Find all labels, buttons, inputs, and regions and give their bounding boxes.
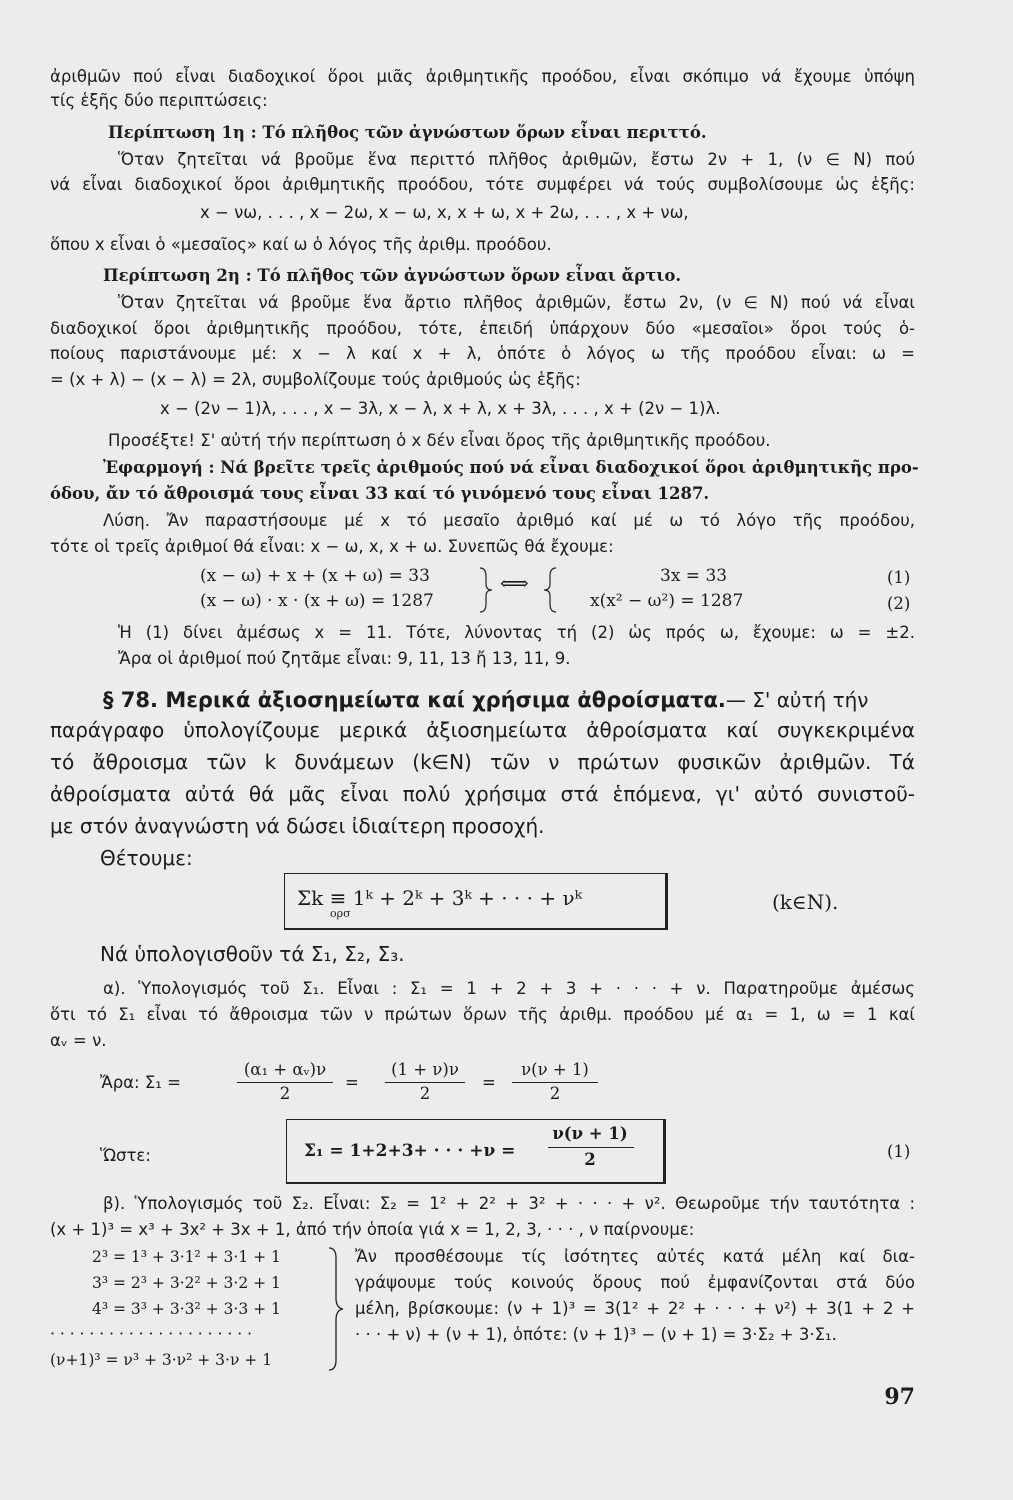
identity-row: (ν+1)³ = ν³ + 3·ν² + 3·ν + 1	[50, 1351, 273, 1369]
section-heading-row	[103, 686, 868, 714]
section-title: § 78. Μερικά ἀξιοσημείωτα καί χρήσιμα ἀθροίσματα.	[103, 688, 726, 712]
identity-row: 3³ = 2³ + 3·2² + 3·2 + 1	[92, 1274, 281, 1292]
fraction-3-denominator: 2	[549, 1084, 561, 1103]
odd-sequence: x − νω, . . . , x − 2ω, x − ω, x, x + ω, x + 2ω, . . . , x + νω,	[200, 203, 689, 222]
note: Προσέξτε! Σ' αὐτή τήν περίπτωση ὁ x δέν εἶναι ὅρος τῆς ἀριθμητικῆς προόδου.	[108, 431, 771, 450]
hoste-label: Ὥστε:	[100, 1146, 151, 1165]
case-2-line-1: Ὅταν ζητεῖται νά βροῦμε ἕνα ἄρτιο πλῆθος ἀριθμῶν, ἔστω 2ν, (ν ∈ N) πού νά εἶναι	[118, 293, 915, 312]
sum-explanation-line-1: Ἄν προσθέσουμε τίς ἰσότητες αὐτές κατά μέλη καί δια-	[355, 1247, 915, 1266]
fraction-1-denominator: 2	[279, 1084, 291, 1103]
set-label: Θέτουμε:	[100, 846, 193, 870]
fraction-2-denominator: 2	[419, 1084, 431, 1103]
sum-explanation-line-4: · · · + ν) + (ν + 1), ὁπότε: (ν + 1)³ − (ν + 1) = 3·Σ₂ + 3·Σ₁.	[355, 1325, 837, 1344]
section-line-2: παράγραφο ὑπολογίζουμε μερικά ἀξιοσημείωτα ἀθροίσματα καί συγκεκριμένα	[50, 718, 915, 742]
fraction-1-numerator: (α₁ + αᵥ)ν	[243, 1060, 327, 1079]
case-2-line-2: διαδοχικοί ὅροι ἀριθμητικῆς προόδου, τότε, ἐπειδή ὑπάρχουν δύο «μεσαῖοι» ὅροι τούς ὁ-	[50, 319, 915, 338]
fraction-3-bar	[512, 1082, 598, 1083]
box-fraction-bar	[548, 1147, 634, 1148]
beta-line-1: β). Ὑπολογισμός τοῦ Σ₂. Εἶναι: Σ₂ = 1² + 2² + 3² + · · · + ν². Θεωροῦμε τήν ταυτότητα :	[103, 1194, 915, 1213]
definition-subscript: ορσ	[330, 907, 351, 920]
section-intro-start: — Σ' αὐτή τήν	[725, 688, 869, 712]
case-1-line-2: νά εἶναι διαδοχικοί ὅροι ἀριθμητικῆς προόδου, τότε συμφέρει νά τούς συμβολίσουμε ὡς ἑξῆς:	[50, 175, 915, 194]
even-sequence: x − (2ν − 1)λ, . . . , x − 3λ, x − λ, x + λ, x + 3λ, . . . , x + (2ν − 1)λ.	[160, 399, 721, 418]
equation-number-1: (1)	[887, 568, 911, 587]
case-1-line-3: ὅπου x εἶναι ὁ «μεσαῖος» καί ω ὁ λόγος τῆς ἀριθμ. προόδου.	[50, 235, 552, 254]
section-line-3: τό ἄθροισμα τῶν k δυνάμεων (k∈N) τῶν ν πρώτων φυσικῶν ἀριθμῶν. Τά	[50, 750, 915, 774]
equation-number-2: (2)	[887, 594, 911, 613]
beta-line-2: (x + 1)³ = x³ + 3x² + 3x + 1, ἀπό τήν ὁποία γιά x = 1, 2, 3, · · · , ν παίρνουμε:	[50, 1220, 695, 1239]
ara-label: Ἄρα: Σ₁ =	[100, 1073, 181, 1092]
identity-row: 4³ = 3³ + 3·3² + 3·3 + 1	[92, 1300, 281, 1318]
solution-line-2: τότε οἱ τρεῖς ἀριθμοί θά εἶναι: x − ω, x, x + ω. Συνεπῶς θά ἔχουμε:	[50, 537, 614, 556]
identities-brace	[327, 1246, 347, 1372]
box-denominator: 2	[584, 1150, 596, 1169]
fraction-2-numerator: (1 + ν)ν	[391, 1060, 459, 1079]
definition-domain: (k∈N).	[772, 890, 839, 914]
case-2-title: Περίπτωση 2η : Τό πλῆθος τῶν ἀγνώστων ὅρων εἶναι ἄρτιο.	[103, 266, 682, 285]
case-1-line-1: Ὅταν ζητεῖται νά βροῦμε ἕνα περιττό πλῆθος ἀριθμῶν, ἔστω 2ν + 1, (ν ∈ N) πού	[118, 150, 915, 169]
intro-line-1: ἀριθμῶν πού εἶναι διαδοχικοί ὅροι μιᾶς ἀριθμητικῆς προόδου, εἶναι σκόπιμο νά ἔχουμε ὑπόψη	[50, 67, 915, 86]
sum-explanation-line-2: γράψουμε τούς κοινούς ὅρους πού ἐμφανίζονται στά δύο	[355, 1273, 915, 1292]
compute-line: Νά ὑπολογισθοῦν τά Σ₁, Σ₂, Σ₃.	[100, 942, 405, 966]
application-line-2: όδου, ἄν τό ἄθροισμά τους εἶναι 33 καί τό γινόμενό τους εἶναι 1287.	[50, 484, 710, 503]
result-line-1: Ἡ (1) δίνει ἀμέσως x = 11. Τότε, λύνοντας τή (2) ὡς πρός ω, ἔχουμε: ω = ±2.	[118, 623, 915, 642]
fraction-2-bar	[385, 1082, 465, 1083]
case-1-title: Περίπτωση 1η : Τό πλῆθος τῶν ἀγνώστων ὅρων εἶναι περιττό.	[108, 123, 707, 142]
system-lhs-1: (x − ω) + x + (x + ω) = 33	[200, 566, 430, 586]
box-equation-number: (1)	[887, 1142, 911, 1161]
system-lhs-2: (x − ω) · x · (x + ω) = 1287	[200, 591, 434, 611]
box-lhs: Σ₁ = 1+2+3+ · · · +ν =	[304, 1141, 516, 1161]
alpha-line-1: α). Ὑπολογισμός τοῦ Σ₁. Εἶναι : Σ₁ = 1 + 2 + 3 + · · · + ν. Παρατηροῦμε ἀμέσως	[103, 979, 915, 998]
equals-2: =	[482, 1073, 496, 1092]
fraction-1-bar	[237, 1082, 333, 1083]
section-line-4: ἀθροίσματα αὐτά θά μᾶς εἶναι πολύ χρήσιμα στά ἑπόμενα, γι' αὐτό συνιστοῦ-	[50, 782, 915, 806]
case-2-line-4: = (x + λ) − (x − λ) = 2λ, συμβολίζουμε τούς ἀριθμούς ὡς ἑξῆς:	[50, 370, 581, 389]
identity-row: 2³ = 1³ + 3·1² + 3·1 + 1	[92, 1248, 281, 1266]
fraction-3-numerator: ν(ν + 1)	[521, 1060, 589, 1079]
intro-line-2: τίς ἑξῆς δύο περιπτώσεις:	[50, 91, 268, 110]
page-number: 97	[884, 1384, 915, 1410]
solution-line-1: Λύση. Ἄν παραστήσουμε μέ x τό μεσαῖο ἀριθμό καί μέ ω τό λόγο τῆς προόδου,	[103, 511, 915, 530]
application-line-1: Ἐφαρμογή : Νά βρεῖτε τρεῖς ἀριθμούς πού νά εἶναι διαδοχικοί ὅροι ἀριθμητικῆς προ-	[103, 458, 919, 477]
sum-explanation-line-3: μέλη, βρίσκουμε: (ν + 1)³ = 3(1² + 2² + · · · + ν²) + 3(1 + 2 +	[355, 1299, 915, 1318]
equals-1: =	[345, 1073, 359, 1092]
alpha-line-2: ὅτι τό Σ₁ εἶναι τό ἄθροισμα τῶν ν πρώτων ὅρων τῆς ἀριθμ. προόδου μέ α₁ = 1, ω = 1 καί	[50, 1005, 915, 1024]
definition-formula: Σk ≡ 1ᵏ + 2ᵏ + 3ᵏ + · · · + νᵏ	[297, 886, 582, 910]
case-2-line-3: ποίους παριστάνουμε μέ: x − λ καί x + λ, ὁπότε ὁ λόγος ω τῆς προόδου εἶναι: ω =	[50, 344, 915, 363]
system-rhs-2: x(x² − ω²) = 1287	[590, 591, 744, 611]
box-numerator: ν(ν + 1)	[552, 1124, 628, 1143]
system-rhs-1: 3x = 33	[660, 566, 728, 586]
section-line-5: με στόν ἀναγνώστη νά δώσει ἰδιαίτερη προσοχή.	[50, 814, 545, 838]
result-line-2: Ἄρα οἱ ἀριθμοί πού ζητᾶμε εἶναι: 9, 11, 13 ἤ 13, 11, 9.	[118, 649, 571, 668]
identity-dots: · · · · · · · · · · · · · · · · · · · · ·	[50, 1325, 253, 1343]
iff-arrow: ⟺	[500, 571, 529, 595]
alpha-line-3: αᵥ = ν.	[50, 1031, 107, 1050]
